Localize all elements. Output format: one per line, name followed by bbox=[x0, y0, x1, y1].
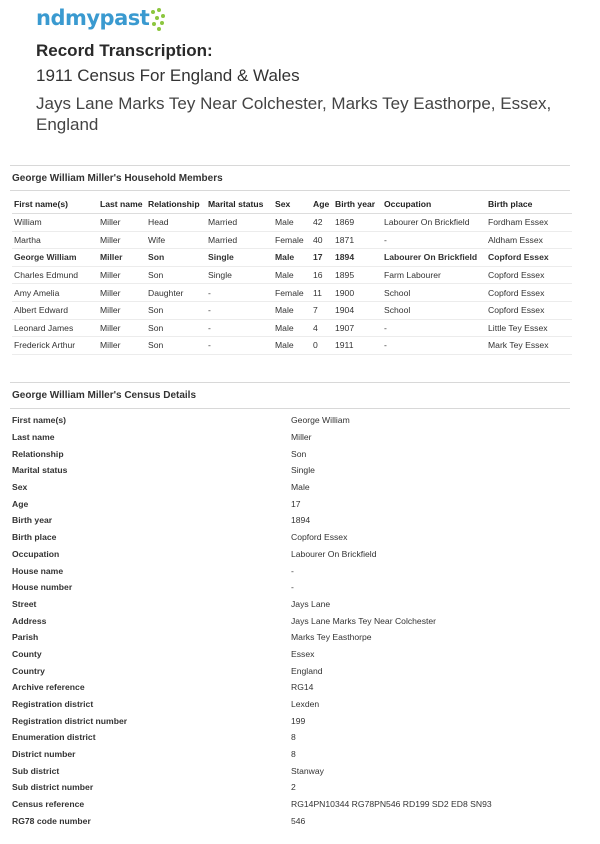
findmypast-logo bbox=[36, 6, 167, 36]
table-row bbox=[12, 284, 572, 302]
detail-label: Birth place bbox=[12, 532, 57, 543]
cell-marital: - bbox=[206, 284, 273, 302]
cell-birth-place: Copford Essex bbox=[486, 266, 572, 284]
detail-row bbox=[12, 579, 572, 596]
detail-row bbox=[12, 546, 572, 563]
detail-value: England bbox=[291, 665, 323, 676]
detail-value: Single bbox=[291, 465, 315, 476]
detail-row bbox=[12, 612, 572, 629]
detail-label: District number bbox=[12, 749, 76, 760]
cell-occupation: School bbox=[382, 301, 486, 319]
detail-label: Sub district number bbox=[12, 782, 94, 793]
cell-marital: Married bbox=[206, 231, 273, 249]
detail-value: Stanway bbox=[291, 765, 324, 776]
detail-value: Jays Lane Marks Tey Near Colchester bbox=[291, 615, 437, 626]
detail-value: 17 bbox=[291, 498, 301, 509]
cell-first: George William bbox=[12, 249, 98, 267]
detail-row bbox=[12, 596, 572, 613]
detail-value: Miller bbox=[291, 432, 312, 443]
detail-row bbox=[12, 796, 572, 813]
detail-label: House number bbox=[12, 582, 73, 593]
cell-birth-place: Fordham Essex bbox=[486, 214, 572, 232]
detail-row bbox=[12, 813, 572, 830]
detail-value: 2 bbox=[291, 782, 296, 793]
cell-relationship: Son bbox=[146, 337, 206, 355]
page-title: Record Transcription: bbox=[36, 41, 213, 60]
table-row bbox=[12, 249, 572, 267]
detail-value: - bbox=[291, 565, 294, 576]
detail-row bbox=[12, 662, 572, 679]
detail-row bbox=[12, 429, 572, 446]
detail-value: Jays Lane bbox=[291, 598, 331, 609]
cell-first: William bbox=[12, 214, 98, 232]
detail-row bbox=[12, 562, 572, 579]
column-header: Marital status bbox=[206, 194, 273, 214]
cell-first: Amy Amelia bbox=[12, 284, 98, 302]
detail-value: RG14PN10344 RG78PN546 RD199 SD2 ED8 SN93 bbox=[291, 799, 492, 810]
detail-value: George William bbox=[291, 415, 350, 426]
detail-row bbox=[12, 729, 572, 746]
detail-row bbox=[12, 495, 572, 512]
cell-birth-place: Mark Tey Essex bbox=[486, 337, 572, 355]
cell-first: Martha bbox=[12, 231, 98, 249]
detail-row bbox=[12, 762, 572, 779]
column-header: First name(s) bbox=[12, 194, 98, 214]
detail-value: Copford Essex bbox=[291, 532, 348, 543]
table-row bbox=[12, 214, 572, 232]
detail-row bbox=[12, 529, 572, 546]
detail-label: Country bbox=[12, 665, 45, 676]
cell-age: 4 bbox=[311, 319, 333, 337]
cell-last: Miller bbox=[98, 266, 146, 284]
detail-row bbox=[12, 445, 572, 462]
detail-row bbox=[12, 779, 572, 796]
detail-row bbox=[12, 696, 572, 713]
detail-label: Address bbox=[12, 615, 47, 626]
cell-occupation: - bbox=[382, 231, 486, 249]
detail-label: Sex bbox=[12, 482, 28, 493]
divider bbox=[10, 408, 570, 409]
column-header: Sex bbox=[273, 194, 311, 214]
detail-value: Marks Tey Easthorpe bbox=[291, 632, 372, 643]
cell-age: 40 bbox=[311, 231, 333, 249]
column-header: Last name bbox=[98, 194, 146, 214]
detail-label: Relationship bbox=[12, 448, 64, 459]
detail-label: Occupation bbox=[12, 548, 60, 559]
column-header: Occupation bbox=[382, 194, 486, 214]
cell-birth-year: 1871 bbox=[333, 231, 382, 249]
household-table bbox=[12, 194, 572, 355]
cell-last: Miller bbox=[98, 214, 146, 232]
cell-sex: Female bbox=[273, 231, 311, 249]
detail-label: Marital status bbox=[12, 465, 68, 476]
detail-label: Archive reference bbox=[12, 682, 85, 693]
detail-value: 546 bbox=[291, 815, 306, 826]
cell-first: Leonard James bbox=[12, 319, 98, 337]
detail-value: RG14 bbox=[291, 682, 314, 693]
detail-label: Last name bbox=[12, 432, 55, 443]
record-location: Jays Lane Marks Tey Near Colchester, Marks Tey Easthorpe, Essex, England bbox=[36, 94, 552, 134]
cell-age: 0 bbox=[311, 337, 333, 355]
cell-marital: - bbox=[206, 319, 273, 337]
detail-value: 1894 bbox=[291, 515, 311, 526]
divider bbox=[10, 190, 570, 191]
cell-birth-year: 1911 bbox=[333, 337, 382, 355]
cell-relationship: Daughter bbox=[146, 284, 206, 302]
detail-value: 199 bbox=[291, 715, 306, 726]
cell-occupation: - bbox=[382, 319, 486, 337]
cell-sex: Male bbox=[273, 214, 311, 232]
cell-marital: Single bbox=[206, 249, 273, 267]
table-row bbox=[12, 337, 572, 355]
detail-label: House name bbox=[12, 565, 64, 576]
detail-row bbox=[12, 679, 572, 696]
cell-sex: Male bbox=[273, 249, 311, 267]
cell-marital: Single bbox=[206, 266, 273, 284]
cell-age: 17 bbox=[311, 249, 333, 267]
detail-value: 8 bbox=[291, 732, 296, 743]
divider bbox=[10, 165, 570, 166]
detail-label: County bbox=[12, 648, 42, 659]
cell-birth-year: 1907 bbox=[333, 319, 382, 337]
column-header: Birth place bbox=[486, 194, 572, 214]
cell-marital: - bbox=[206, 337, 273, 355]
cell-relationship: Son bbox=[146, 266, 206, 284]
detail-label: Birth year bbox=[12, 515, 53, 526]
table-row bbox=[12, 319, 572, 337]
detail-value: Essex bbox=[291, 648, 315, 659]
cell-occupation: School bbox=[382, 284, 486, 302]
detail-row bbox=[12, 412, 572, 429]
details-section-title: George William Miller's Census Details bbox=[12, 390, 197, 401]
detail-label: RG78 code number bbox=[12, 815, 91, 826]
detail-row bbox=[12, 746, 572, 763]
cell-age: 16 bbox=[311, 266, 333, 284]
cell-birth-place: Copford Essex bbox=[486, 284, 572, 302]
cell-sex: Female bbox=[273, 284, 311, 302]
detail-label: Registration district number bbox=[12, 715, 128, 726]
detail-row bbox=[12, 629, 572, 646]
cell-age: 42 bbox=[311, 214, 333, 232]
household-table-body bbox=[12, 214, 572, 355]
detail-label: Census reference bbox=[12, 799, 85, 810]
cell-first: Frederick Arthur bbox=[12, 337, 98, 355]
household-table-header bbox=[12, 194, 572, 214]
cell-occupation: - bbox=[382, 337, 486, 355]
cell-last: Miller bbox=[98, 249, 146, 267]
table-row bbox=[12, 231, 572, 249]
cell-relationship: Son bbox=[146, 249, 206, 267]
cell-occupation: Labourer On Brickfield bbox=[382, 249, 486, 267]
census-details-list bbox=[12, 412, 572, 829]
cell-relationship: Wife bbox=[146, 231, 206, 249]
cell-last: Miller bbox=[98, 284, 146, 302]
detail-label: Parish bbox=[12, 632, 39, 643]
cell-age: 11 bbox=[311, 284, 333, 302]
cell-sex: Male bbox=[273, 337, 311, 355]
cell-marital: Married bbox=[206, 214, 273, 232]
cell-birth-place: Copford Essex bbox=[486, 301, 572, 319]
detail-row bbox=[12, 712, 572, 729]
cell-birth-place: Copford Essex bbox=[486, 249, 572, 267]
detail-label: First name(s) bbox=[12, 415, 66, 426]
divider bbox=[10, 382, 570, 383]
logo-dots-icon bbox=[149, 6, 167, 36]
cell-birth-year: 1900 bbox=[333, 284, 382, 302]
cell-sex: Male bbox=[273, 266, 311, 284]
detail-label: Age bbox=[12, 498, 29, 509]
cell-birth-year: 1895 bbox=[333, 266, 382, 284]
detail-row bbox=[12, 479, 572, 496]
logo-text: ndmypast bbox=[36, 6, 150, 30]
detail-label: Registration district bbox=[12, 699, 94, 710]
cell-occupation: Farm Labourer bbox=[382, 266, 486, 284]
record-subtitle: 1911 Census For England & Wales bbox=[36, 66, 300, 85]
detail-value: 8 bbox=[291, 749, 296, 760]
cell-sex: Male bbox=[273, 301, 311, 319]
detail-value: Male bbox=[291, 482, 310, 493]
detail-value: - bbox=[291, 582, 294, 593]
household-section-title: George William Miller's Household Members bbox=[12, 173, 223, 184]
column-header: Relationship bbox=[146, 194, 206, 214]
cell-relationship: Son bbox=[146, 319, 206, 337]
cell-first: Albert Edward bbox=[12, 301, 98, 319]
cell-last: Miller bbox=[98, 319, 146, 337]
cell-last: Miller bbox=[98, 337, 146, 355]
table-row bbox=[12, 301, 572, 319]
table-row bbox=[12, 266, 572, 284]
column-header: Age bbox=[311, 194, 333, 214]
cell-age: 7 bbox=[311, 301, 333, 319]
detail-value: Lexden bbox=[291, 699, 320, 710]
cell-relationship: Head bbox=[146, 214, 206, 232]
cell-sex: Male bbox=[273, 319, 311, 337]
detail-row bbox=[12, 462, 572, 479]
cell-last: Miller bbox=[98, 231, 146, 249]
detail-value: Son bbox=[291, 448, 307, 459]
cell-birth-year: 1894 bbox=[333, 249, 382, 267]
detail-row bbox=[12, 512, 572, 529]
cell-birth-place: Aldham Essex bbox=[486, 231, 572, 249]
column-header: Birth year bbox=[333, 194, 382, 214]
detail-label: Street bbox=[12, 598, 37, 609]
detail-label: Sub district bbox=[12, 765, 60, 776]
cell-birth-year: 1904 bbox=[333, 301, 382, 319]
cell-last: Miller bbox=[98, 301, 146, 319]
cell-birth-place: Little Tey Essex bbox=[486, 319, 572, 337]
detail-row bbox=[12, 646, 572, 663]
detail-label: Enumeration district bbox=[12, 732, 96, 743]
detail-value: Labourer On Brickfield bbox=[291, 548, 377, 559]
cell-relationship: Son bbox=[146, 301, 206, 319]
cell-occupation: Labourer On Brickfield bbox=[382, 214, 486, 232]
cell-birth-year: 1869 bbox=[333, 214, 382, 232]
cell-first: Charles Edmund bbox=[12, 266, 98, 284]
cell-marital: - bbox=[206, 301, 273, 319]
